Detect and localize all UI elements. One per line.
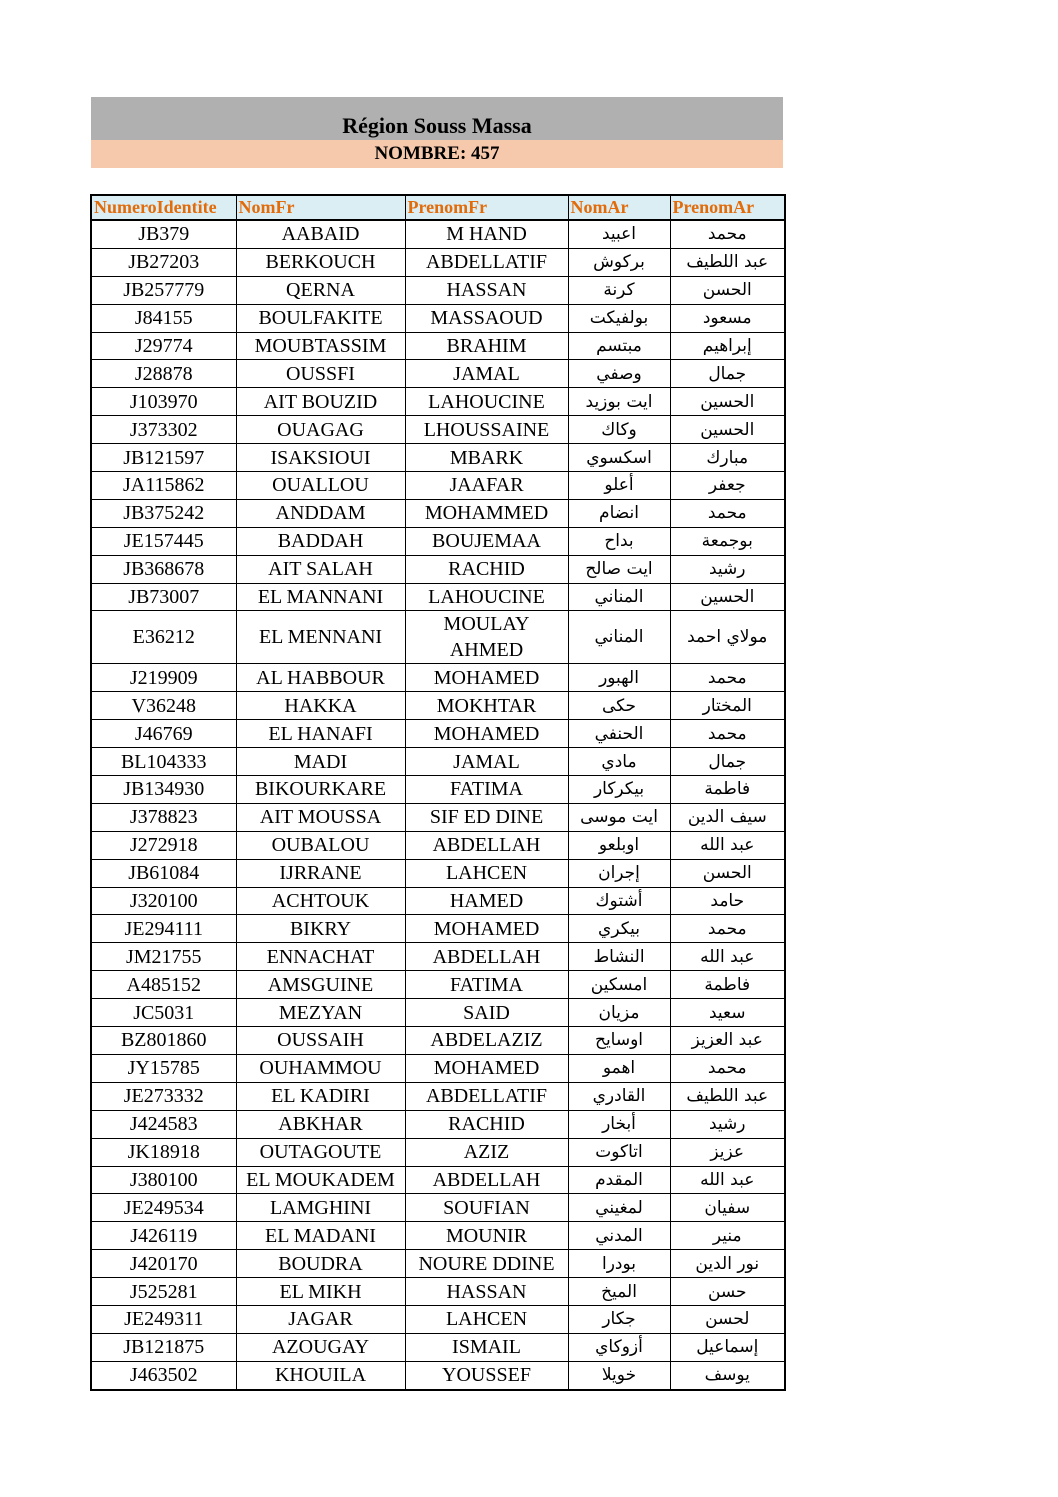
numero-cell: J378823 (91, 803, 236, 831)
table-row (91, 1278, 785, 1306)
numero-cell: JB121597 (91, 444, 236, 472)
numero-cell: A485152 (91, 971, 236, 999)
prenomfr-cell: JAMAL (405, 748, 568, 776)
prenomfr-cell: ABDELLATIF (405, 248, 568, 276)
numero-cell: J29774 (91, 332, 236, 360)
table-header-row (91, 195, 785, 220)
table-row (91, 1054, 785, 1082)
nomar-cell: النشاط (568, 943, 670, 971)
nomar-cell: المدني (568, 1222, 670, 1250)
nomfr-cell: ABKHAR (236, 1110, 405, 1138)
nomfr-cell: EL MENNANI (236, 611, 405, 664)
table-row (91, 831, 785, 859)
column-header-nomar: NomAr (568, 195, 670, 220)
nomar-cell: ايت موسى (568, 803, 670, 831)
numero-cell: JE157445 (91, 527, 236, 555)
nomfr-cell: MOUBTASSIM (236, 332, 405, 360)
prenomar-cell: محمد (670, 664, 785, 692)
numero-cell: V36248 (91, 692, 236, 720)
nomar-cell: المناني (568, 583, 670, 611)
prenomar-cell: مولاي احمد (670, 611, 785, 664)
prenomar-cell: المختار (670, 692, 785, 720)
nomfr-cell: ENNACHAT (236, 943, 405, 971)
document-header (91, 97, 783, 168)
identity-table (90, 194, 786, 1391)
nomar-cell: مادي (568, 748, 670, 776)
nomar-cell: وصفي (568, 360, 670, 388)
nomfr-cell: LAMGHINI (236, 1194, 405, 1222)
numero-cell: J420170 (91, 1250, 236, 1278)
numero-cell: J84155 (91, 304, 236, 332)
nomar-cell: بيكري (568, 915, 670, 943)
table-row (91, 332, 785, 360)
prenomfr-cell: NOURE DDINE (405, 1250, 568, 1278)
prenomar-cell: جمال (670, 748, 785, 776)
nomfr-cell: OUHAMMOU (236, 1054, 405, 1082)
prenomar-cell: سيف الدين (670, 803, 785, 831)
prenomfr-cell: LAHOUCINE (405, 583, 568, 611)
table-row (91, 1166, 785, 1194)
nomfr-cell: AIT BOUZID (236, 388, 405, 416)
prenomfr-cell: MOHAMED (405, 664, 568, 692)
numero-cell: BZ801860 (91, 1027, 236, 1055)
nomfr-cell: EL KADIRI (236, 1082, 405, 1110)
prenomfr-cell: ABDELLATIF (405, 1082, 568, 1110)
table-row (91, 803, 785, 831)
prenomfr-cell: ABDELLAH (405, 1166, 568, 1194)
nomfr-cell: OUALLOU (236, 472, 405, 500)
numero-cell: JB61084 (91, 859, 236, 887)
nomfr-cell: ACHTOUK (236, 887, 405, 915)
nomar-cell: لمغيني (568, 1194, 670, 1222)
nomar-cell: القادري (568, 1082, 670, 1110)
numero-cell: J46769 (91, 720, 236, 748)
nomar-cell: الهبور (568, 664, 670, 692)
prenomfr-cell: FATIMA (405, 971, 568, 999)
nomfr-cell: EL MOUKADEM (236, 1166, 405, 1194)
numero-cell: JK18918 (91, 1138, 236, 1166)
table-row (91, 611, 785, 664)
nomfr-cell: JAGAR (236, 1305, 405, 1333)
numero-cell: J426119 (91, 1222, 236, 1250)
prenomfr-cell: LAHOUCINE (405, 388, 568, 416)
nomfr-cell: EL MIKH (236, 1278, 405, 1306)
count-label: NOMBRE: 457 (91, 140, 783, 168)
prenomar-cell: عبد الله (670, 1166, 785, 1194)
prenomfr-cell: LAHCEN (405, 859, 568, 887)
table-row (91, 692, 785, 720)
numero-cell: JE273332 (91, 1082, 236, 1110)
numero-cell: JM21755 (91, 943, 236, 971)
nomar-cell: جكار (568, 1305, 670, 1333)
table-row (91, 276, 785, 304)
prenomfr-cell: RACHID (405, 555, 568, 583)
nomfr-cell: BOULFAKITE (236, 304, 405, 332)
prenomar-cell: عزيز (670, 1138, 785, 1166)
prenomfr-cell: AZIZ (405, 1138, 568, 1166)
table-row (91, 720, 785, 748)
nomar-cell: اتاكوت (568, 1138, 670, 1166)
nomfr-cell: OUBALOU (236, 831, 405, 859)
prenomar-cell: حامد (670, 887, 785, 915)
region-title: Région Souss Massa (91, 97, 783, 140)
nomar-cell: حكى (568, 692, 670, 720)
numero-cell: E36212 (91, 611, 236, 664)
nomfr-cell: AIT MOUSSA (236, 803, 405, 831)
numero-cell: JE249311 (91, 1305, 236, 1333)
table-row (91, 555, 785, 583)
prenomfr-cell: YOUSSEF (405, 1361, 568, 1389)
table-row (91, 388, 785, 416)
nomar-cell: أعلو (568, 472, 670, 500)
nomfr-cell: QERNA (236, 276, 405, 304)
table-row (91, 748, 785, 776)
prenomfr-cell: JAMAL (405, 360, 568, 388)
prenomfr-cell: HAMED (405, 887, 568, 915)
prenomar-cell: فاطمة (670, 971, 785, 999)
nomfr-cell: AIT SALAH (236, 555, 405, 583)
numero-cell: J373302 (91, 416, 236, 444)
numero-cell: J380100 (91, 1166, 236, 1194)
table-row (91, 776, 785, 804)
numero-cell: J272918 (91, 831, 236, 859)
nomar-cell: بيكركار (568, 776, 670, 804)
table-row (91, 304, 785, 332)
table-row (91, 583, 785, 611)
prenomfr-cell: HASSAN (405, 1278, 568, 1306)
nomar-cell: المناني (568, 611, 670, 664)
prenomar-cell: عبد الله (670, 943, 785, 971)
nomfr-cell: ANDDAM (236, 499, 405, 527)
prenomfr-cell: ISMAIL (405, 1333, 568, 1361)
nomar-cell: امسكين (568, 971, 670, 999)
prenomar-cell: الحسين (670, 388, 785, 416)
nomfr-cell: AMSGUINE (236, 971, 405, 999)
nomfr-cell: MADI (236, 748, 405, 776)
prenomar-cell: بوجمعة (670, 527, 785, 555)
prenomar-cell: محمد (670, 720, 785, 748)
table-row (91, 416, 785, 444)
table-row (91, 971, 785, 999)
prenomar-cell: محمد (670, 915, 785, 943)
prenomfr-cell: SOUFIAN (405, 1194, 568, 1222)
prenomar-cell: سفيان (670, 1194, 785, 1222)
prenomar-cell: لحسن (670, 1305, 785, 1333)
numero-cell: JE294111 (91, 915, 236, 943)
numero-cell: J28878 (91, 360, 236, 388)
numero-cell: J103970 (91, 388, 236, 416)
numero-cell: JB379 (91, 220, 236, 248)
prenomar-cell: فاطمة (670, 776, 785, 804)
prenomfr-cell: LAHCEN (405, 1305, 568, 1333)
prenomfr-cell: MOKHTAR (405, 692, 568, 720)
nomfr-cell: OUTAGOUTE (236, 1138, 405, 1166)
table-row (91, 472, 785, 500)
prenomar-cell: الحسين (670, 583, 785, 611)
table-body (91, 220, 785, 1390)
prenomar-cell: عبد العزيز (670, 1027, 785, 1055)
prenomar-cell: محمد (670, 499, 785, 527)
table-row (91, 220, 785, 248)
nomar-cell: إجران (568, 859, 670, 887)
nomfr-cell: EL MADANI (236, 1222, 405, 1250)
table-row (91, 1110, 785, 1138)
numero-cell: JB121875 (91, 1333, 236, 1361)
prenomfr-cell: MOUNIR (405, 1222, 568, 1250)
nomar-cell: وكاك (568, 416, 670, 444)
prenomar-cell: الحسن (670, 859, 785, 887)
numero-cell: J320100 (91, 887, 236, 915)
numero-cell: J525281 (91, 1278, 236, 1306)
prenomar-cell: مسعود (670, 304, 785, 332)
nomfr-cell: AZOUGAY (236, 1333, 405, 1361)
column-header-prenomfr: PrenomFr (405, 195, 568, 220)
table-row (91, 1222, 785, 1250)
prenomar-cell: الحسين (670, 416, 785, 444)
nomar-cell: اعبيد (568, 220, 670, 248)
nomar-cell: أزوكاي (568, 1333, 670, 1361)
nomar-cell: بركوش (568, 248, 670, 276)
table-row (91, 1194, 785, 1222)
table-row (91, 1138, 785, 1166)
nomar-cell: بودرا (568, 1250, 670, 1278)
prenomfr-cell: SIF ED DINE (405, 803, 568, 831)
table-row (91, 943, 785, 971)
nomfr-cell: BERKOUCH (236, 248, 405, 276)
prenomfr-cell: LHOUSSAINE (405, 416, 568, 444)
prenomfr-cell: HASSAN (405, 276, 568, 304)
nomar-cell: انضام (568, 499, 670, 527)
nomar-cell: بداح (568, 527, 670, 555)
table-row (91, 527, 785, 555)
table-row (91, 1250, 785, 1278)
prenomar-cell: نور الدين (670, 1250, 785, 1278)
nomfr-cell: AL HABBOUR (236, 664, 405, 692)
prenomfr-cell: MOHAMED (405, 1054, 568, 1082)
table-row (91, 1027, 785, 1055)
table-row (91, 444, 785, 472)
nomfr-cell: BIKOURKARE (236, 776, 405, 804)
nomar-cell: اهمو (568, 1054, 670, 1082)
prenomfr-cell: MBARK (405, 444, 568, 472)
numero-cell: JB257779 (91, 276, 236, 304)
nomar-cell: الميخ (568, 1278, 670, 1306)
nomfr-cell: OUSSAIH (236, 1027, 405, 1055)
prenomfr-cell: MASSAOUD (405, 304, 568, 332)
nomar-cell: الحنفي (568, 720, 670, 748)
nomar-cell: مبتسم (568, 332, 670, 360)
table-row (91, 360, 785, 388)
column-header-prenomar: PrenomAr (670, 195, 785, 220)
table-row (91, 664, 785, 692)
nomar-cell: اوبلعو (568, 831, 670, 859)
table-row (91, 1333, 785, 1361)
prenomar-cell: محمد (670, 1054, 785, 1082)
numero-cell: JC5031 (91, 999, 236, 1027)
nomfr-cell: MEZYAN (236, 999, 405, 1027)
nomfr-cell: BADDAH (236, 527, 405, 555)
nomar-cell: أشتوك (568, 887, 670, 915)
prenomfr-cell: MOULAY AHMED (405, 611, 568, 664)
nomfr-cell: HAKKA (236, 692, 405, 720)
prenomar-cell: محمد (670, 220, 785, 248)
nomfr-cell: BIKRY (236, 915, 405, 943)
table-row (91, 248, 785, 276)
prenomar-cell: مبارك (670, 444, 785, 472)
prenomfr-cell: MOHAMED (405, 915, 568, 943)
nomfr-cell: IJRRANE (236, 859, 405, 887)
nomfr-cell: EL MANNANI (236, 583, 405, 611)
prenomar-cell: جعفر (670, 472, 785, 500)
nomar-cell: المقدم (568, 1166, 670, 1194)
prenomar-cell: يوسف (670, 1361, 785, 1389)
table-row (91, 1305, 785, 1333)
prenomar-cell: إسماعيل (670, 1333, 785, 1361)
prenomar-cell: الحسن (670, 276, 785, 304)
prenomfr-cell: M HAND (405, 220, 568, 248)
nomar-cell: خويلا (568, 1361, 670, 1389)
nomar-cell: بولفيكت (568, 304, 670, 332)
prenomfr-cell: BOUJEMAA (405, 527, 568, 555)
prenomfr-cell: BRAHIM (405, 332, 568, 360)
prenomfr-cell: SAID (405, 999, 568, 1027)
prenomar-cell: حسن (670, 1278, 785, 1306)
prenomar-cell: جمال (670, 360, 785, 388)
prenomfr-cell: ABDELAZIZ (405, 1027, 568, 1055)
prenomar-cell: عبد الله (670, 831, 785, 859)
numero-cell: J463502 (91, 1361, 236, 1389)
nomfr-cell: EL HANAFI (236, 720, 405, 748)
table-row (91, 1361, 785, 1389)
prenomfr-cell: ABDELLAH (405, 943, 568, 971)
table-row (91, 499, 785, 527)
prenomar-cell: رشيد (670, 555, 785, 583)
numero-cell: JA115862 (91, 472, 236, 500)
nomfr-cell: BOUDRA (236, 1250, 405, 1278)
nomar-cell: اسكسوي (568, 444, 670, 472)
numero-cell: J219909 (91, 664, 236, 692)
numero-cell: JB27203 (91, 248, 236, 276)
numero-cell: JB134930 (91, 776, 236, 804)
prenomar-cell: عبد اللطيف (670, 248, 785, 276)
prenomar-cell: إبراهيم (670, 332, 785, 360)
nomar-cell: مزيان (568, 999, 670, 1027)
prenomfr-cell: ABDELLAH (405, 831, 568, 859)
table-row (91, 915, 785, 943)
prenomfr-cell: FATIMA (405, 776, 568, 804)
nomar-cell: ايت صالح (568, 555, 670, 583)
prenomar-cell: سعيد (670, 999, 785, 1027)
nomar-cell: كرنة (568, 276, 670, 304)
nomfr-cell: ISAKSIOUI (236, 444, 405, 472)
prenomar-cell: عبد اللطيف (670, 1082, 785, 1110)
nomar-cell: أبخار (568, 1110, 670, 1138)
table-row (91, 887, 785, 915)
nomfr-cell: AABAID (236, 220, 405, 248)
table-row (91, 999, 785, 1027)
nomfr-cell: OUSSFI (236, 360, 405, 388)
nomfr-cell: KHOUILA (236, 1361, 405, 1389)
prenomar-cell: منير (670, 1222, 785, 1250)
numero-cell: J424583 (91, 1110, 236, 1138)
nomar-cell: اوسايح (568, 1027, 670, 1055)
column-header-numero: NumeroIdentite (91, 195, 236, 220)
prenomfr-cell: MOHAMED (405, 720, 568, 748)
numero-cell: BL104333 (91, 748, 236, 776)
prenomfr-cell: JAAFAR (405, 472, 568, 500)
numero-cell: JE249534 (91, 1194, 236, 1222)
table-row (91, 1082, 785, 1110)
numero-cell: JB73007 (91, 583, 236, 611)
table-row (91, 859, 785, 887)
numero-cell: JB375242 (91, 499, 236, 527)
numero-cell: JY15785 (91, 1054, 236, 1082)
prenomfr-cell: MOHAMMED (405, 499, 568, 527)
numero-cell: JB368678 (91, 555, 236, 583)
nomfr-cell: OUAGAG (236, 416, 405, 444)
prenomfr-cell: RACHID (405, 1110, 568, 1138)
column-header-nomfr: NomFr (236, 195, 405, 220)
nomar-cell: ايت بوزيد (568, 388, 670, 416)
prenomar-cell: رشيد (670, 1110, 785, 1138)
